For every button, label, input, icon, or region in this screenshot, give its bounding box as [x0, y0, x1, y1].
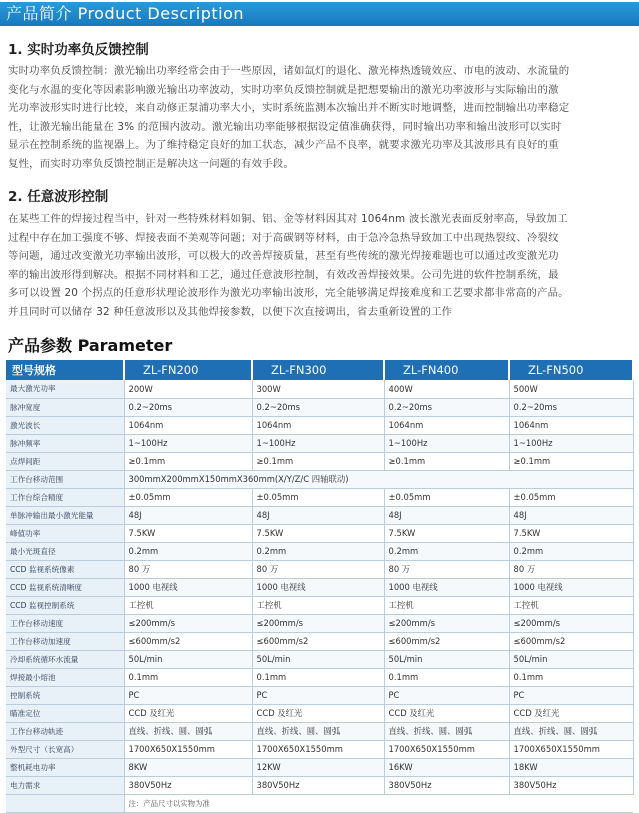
table-cell: 48J: [124, 506, 252, 524]
table-cell: 16KW: [384, 758, 509, 776]
row-label: 冷却系统循环水流量: [6, 650, 124, 668]
section1-line: 显示在控制系统的监视器上。为了维持稳定良好的加工状态，减少产品不良率，就要求激光功率及其波形具有良好的重: [8, 139, 559, 152]
row-label: 工作台移动速度: [6, 614, 124, 632]
table-row: [6, 470, 633, 488]
table-row: [6, 488, 633, 506]
table-cell: ±0.05mm: [509, 488, 633, 506]
table-cell: 0.2~20ms: [384, 398, 509, 416]
table-cell: CCD 及红光: [509, 704, 633, 722]
table-cell: 80 万: [509, 560, 633, 578]
table-row: [6, 398, 633, 416]
table-cell: CCD 及红光: [384, 704, 509, 722]
section-banner: 产品简介 Product Description: [0, 2, 639, 26]
row-label: 工作台移动范围: [6, 470, 124, 488]
table-cell: ≤200mm/s: [124, 614, 252, 632]
table-cell: ≥0.1mm: [252, 452, 384, 470]
table-row: [6, 668, 633, 686]
table-row: [6, 776, 633, 794]
table-cell: 直线、折线、圆、圆弧: [252, 722, 384, 740]
table-cell: 1700X650X1550mm: [252, 740, 384, 758]
table-cell: 工控机: [384, 596, 509, 614]
row-label: CCD 监视系统清晰度: [6, 578, 124, 596]
table-cell: 7.5KW: [252, 524, 384, 542]
table-cell: CCD 及红光: [252, 704, 384, 722]
table-cell: ±0.05mm: [384, 488, 509, 506]
row-label: CCD 监视系统像素: [6, 560, 124, 578]
section2-line: 率的输出波形得到解决。根据不同材料和工艺，通过任意波形控制，有效改善焊接效果。公司先进的软件控制系统，最: [8, 268, 559, 281]
table-row: [6, 722, 633, 740]
table-cell: ≤200mm/s: [252, 614, 384, 632]
header-cell: ZL-FN200: [124, 360, 252, 380]
table-cell: 0.2mm: [252, 542, 384, 560]
table-cell: PC: [509, 686, 633, 704]
section1-line: 实时功率负反馈控制：激光输出功率经常会由于一些原因，诸如氙灯的退化、激光棒热透镜效应、市电的波动、水流量的: [8, 65, 570, 77]
table-row: [6, 416, 633, 434]
section1-line: 性，让激光输出能量在 3% 的范围内波动。激光输出功率能够根据设定值准确获得，同时输出功率和输出波形可以实时: [8, 120, 562, 133]
header-cell: ZL-FN400: [384, 360, 509, 380]
table-cell: 380V50Hz: [252, 776, 384, 794]
table-note: 注：产品尺寸以实物为准: [124, 794, 633, 812]
table-cell: ≤600mm/s2: [384, 632, 509, 650]
table-cell: 50L/min: [124, 650, 252, 668]
section1-line: 复性，而实时功率负反馈控制正是解决这一问题的有效手段。: [8, 157, 294, 170]
table-cell: ±0.05mm: [124, 488, 252, 506]
table-cell: 1064nm: [384, 416, 509, 434]
table-cell: ≥0.1mm: [124, 452, 252, 470]
row-label: 单脉冲输出最小激光能量: [6, 506, 124, 524]
table-cell: 工控机: [124, 596, 252, 614]
table-cell: 500W: [509, 380, 633, 398]
table-cell: 1000 电视线: [252, 578, 384, 596]
table-cell: 1000 电视线: [509, 578, 633, 596]
table-cell: 1700X650X1550mm: [124, 740, 252, 758]
table-cell: 7.5KW: [384, 524, 509, 542]
row-label: 激光波长: [6, 416, 124, 434]
table-cell: 0.2mm: [124, 542, 252, 560]
table-cell: 80 万: [252, 560, 384, 578]
section2-heading: 2. 任意波形控制: [8, 189, 109, 205]
table-cell: 1700X650X1550mm: [384, 740, 509, 758]
row-label: [6, 794, 124, 812]
table-cell: 12KW: [252, 758, 384, 776]
table-cell: ≤600mm/s2: [509, 632, 633, 650]
table-cell: 1700X650X1550mm: [509, 740, 633, 758]
row-label: CCD 监视控制系统: [6, 596, 124, 614]
row-label: 电力需求: [6, 776, 124, 794]
header-cell: 型号规格: [6, 360, 124, 380]
table-cell: 400W: [384, 380, 509, 398]
table-cell: 0.2mm: [509, 542, 633, 560]
row-label: 最小光斑直径: [6, 542, 124, 560]
row-label: 瞄准定位: [6, 704, 124, 722]
table-cell: 50L/min: [252, 650, 384, 668]
row-label: 峰值功率: [6, 524, 124, 542]
table-row: [6, 632, 633, 650]
table-cell: 1000 电视线: [124, 578, 252, 596]
table-row: [6, 614, 633, 632]
table-cell: 0.2~20ms: [124, 398, 252, 416]
table-row: [6, 596, 633, 614]
table-row: [6, 506, 633, 524]
table-header-row: [6, 360, 633, 380]
row-label: 工作台综合精度: [6, 488, 124, 506]
row-label: 脉冲频率: [6, 434, 124, 452]
parameter-title: 产品参数 Parameter: [8, 336, 173, 355]
row-label: 整机耗电功率: [6, 758, 124, 776]
table-note-row: [6, 794, 633, 812]
row-label: 控制系统: [6, 686, 124, 704]
row-label: 脉冲宽度: [6, 398, 124, 416]
table-cell: 380V50Hz: [509, 776, 633, 794]
row-label: 焊接最小熔池: [6, 668, 124, 686]
table-cell: PC: [384, 686, 509, 704]
table-cell: 48J: [384, 506, 509, 524]
table-cell: 7.5KW: [124, 524, 252, 542]
table-cell: 200W: [124, 380, 252, 398]
table-cell: 7.5KW: [509, 524, 633, 542]
section1-line: 变化与水温的变化等因素影响激光输出功率波动，实时功率负反馈控制就是把想要输出的激光功率波形与实际输出的激: [8, 83, 559, 96]
table-cell: 0.2mm: [384, 542, 509, 560]
table-cell: 直线、折线、圆、圆弧: [509, 722, 633, 740]
table-cell: ±0.05mm: [252, 488, 384, 506]
table-cell: 18KW: [509, 758, 633, 776]
table-row: [6, 650, 633, 668]
table-cell: 1~100Hz: [384, 434, 509, 452]
table-cell: 1064nm: [509, 416, 633, 434]
table-cell: 50L/min: [509, 650, 633, 668]
table-cell: 工控机: [509, 596, 633, 614]
section2-line: 过程中存在加工强度不够、焊接表面不美观等问题；对于高碳钢等材料，由于急冷急热导致加工中出现热裂纹、冷裂纹: [8, 231, 559, 244]
row-label: 点焊间距: [6, 452, 124, 470]
table-cell: CCD 及红光: [124, 704, 252, 722]
section2-line: 在某些工件的焊接过程当中，针对一些特殊材料如铜、铝、金等材料因其对 1064nm 波长激光表面反射率高，导致加工: [8, 213, 568, 225]
table-cell: 80 万: [384, 560, 509, 578]
section1-heading: 1. 实时功率负反馈控制: [8, 42, 149, 58]
table-row: [6, 542, 633, 560]
table-cell: 1064nm: [124, 416, 252, 434]
row-label: 外型尺寸（长宽高）: [6, 740, 124, 758]
table-cell: 1~100Hz: [124, 434, 252, 452]
section1-paragraph: [8, 62, 633, 174]
table-cell: 工控机: [252, 596, 384, 614]
table-cell: 380V50Hz: [384, 776, 509, 794]
table-cell: 直线、折线、圆、圆弧: [124, 722, 252, 740]
section2-line: 并且同时可以储存 32 种任意波形以及其他焊接参数，以便下次直接调出，省去重新设置的工作: [8, 305, 453, 318]
table-cell: 0.1mm: [509, 668, 633, 686]
table-cell: ≤600mm/s2: [252, 632, 384, 650]
table-cell: ≥0.1mm: [384, 452, 509, 470]
table-cell: ≤200mm/s: [509, 614, 633, 632]
table-cell: 48J: [509, 506, 633, 524]
table-cell: 48J: [252, 506, 384, 524]
row-label: 工作台移动轨迹: [6, 722, 124, 740]
header-cell: ZL-FN300: [252, 360, 384, 380]
section2-paragraph: [8, 210, 633, 322]
table-row: [6, 560, 633, 578]
table-cell: 1~100Hz: [252, 434, 384, 452]
table-row: [6, 686, 633, 704]
table-cell: 1000 电视线: [384, 578, 509, 596]
section2-line: 等问题，通过改变激光功率输出波形，可以极大的改善焊接质量，甚至有些传统的激光焊接难题也可以通过改变激光功: [8, 250, 559, 263]
table-cell: 0.2~20ms: [252, 398, 384, 416]
table-cell: 0.1mm: [384, 668, 509, 686]
table-cell: PC: [252, 686, 384, 704]
table-row: [6, 452, 633, 470]
table-cell: 0.2~20ms: [509, 398, 633, 416]
table-row: [6, 380, 633, 398]
table-cell: 80 万: [124, 560, 252, 578]
row-label: 工作台移动加速度: [6, 632, 124, 650]
table-cell: 0.1mm: [252, 668, 384, 686]
table-cell: 50L/min: [384, 650, 509, 668]
table-row: [6, 740, 633, 758]
row-label: 最大激光功率: [6, 380, 124, 398]
table-cell: ≤600mm/s2: [124, 632, 252, 650]
table-cell: ≤200mm/s: [384, 614, 509, 632]
table-row: [6, 578, 633, 596]
table-cell: 300W: [252, 380, 384, 398]
table-row: [6, 758, 633, 776]
table-row: [6, 524, 633, 542]
parameter-table: [6, 360, 634, 813]
section1-line: 光功率波形实时进行比较，来自动修正泵浦功率大小，实时系统监测本次输出并不断实时地调整，进而控制输出功率稳定: [8, 102, 570, 115]
header-cell: ZL-FN500: [509, 360, 633, 380]
table-cell: 1064nm: [252, 416, 384, 434]
section2-line: 多可以设置 20 个拐点的任意形状理论波形作为激光功率输出波形，完全能够满足焊接难度和工艺要求都非常高的产品。: [8, 287, 569, 300]
table-cell: 0.1mm: [124, 668, 252, 686]
table-cell: 1~100Hz: [509, 434, 633, 452]
table-cell: PC: [124, 686, 252, 704]
table-cell: 300mmX200mmX150mmX360mm(X/Y/Z/C 四轴联动): [124, 470, 633, 488]
table-cell: ≥0.1mm: [509, 452, 633, 470]
table-cell: 8KW: [124, 758, 252, 776]
table-row: [6, 704, 633, 722]
table-cell: 380V50Hz: [124, 776, 252, 794]
table-row: [6, 434, 633, 452]
table-cell: 直线、折线、圆、圆弧: [384, 722, 509, 740]
